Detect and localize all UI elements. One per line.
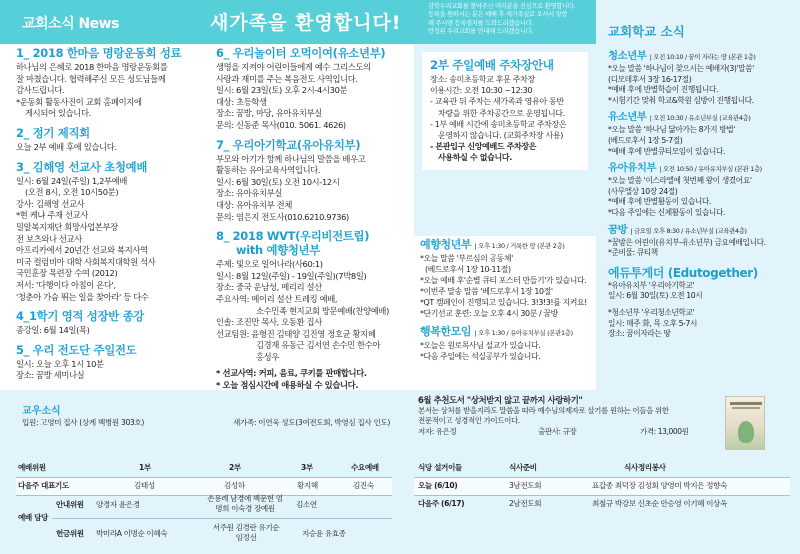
news-line: 문의: 염은지 전도사(010.6210.9736): [216, 211, 349, 222]
news-line: 대상: 유아유치부 전체: [216, 199, 293, 210]
book-title: 6월 추천도서 "상처받지 않고 끝까지 사랑하기": [418, 395, 583, 405]
news-item: [216, 138, 412, 224]
youth-line: *오늘 말씀 '부르심의 공동체': [420, 254, 513, 263]
news-line: 장소: 꿈방, 마당, 유아유치부실: [216, 108, 322, 119]
news-line: 미국 컬럼비아 대학 사회복지대학원 석사: [16, 256, 156, 267]
book-price: 가격: 13,000원: [640, 426, 689, 436]
edutogether-title: 에듀투게더 (Edutogether): [608, 265, 758, 280]
news-line: 활동하는 유아교육사역입니다.: [216, 165, 321, 176]
bottom-panel: [0, 390, 800, 554]
news-note: * 오늘 점심시간에 애용하실 수 있습니다.: [216, 380, 359, 391]
table-header: 식사준비: [509, 463, 537, 472]
book-cover-image: [725, 396, 765, 450]
news-line: 밀알복지재단 희망사업본부장: [16, 221, 118, 232]
school-item: [608, 224, 794, 259]
table-header: 식사정리봉사: [624, 463, 666, 472]
table-cell: 표갑종 최덕장 김성회 양영미 박지은 정향숙: [592, 481, 727, 490]
news-line: 장소: 유아유치부실: [216, 188, 283, 199]
table-cell: 3남전도회: [509, 481, 542, 490]
news-item: [16, 126, 206, 154]
edutogether-line: 일시: 6월 30일(토) 오전 10시: [608, 291, 703, 301]
book-author: 저자: 유은정: [418, 426, 457, 436]
book-meta: [418, 427, 728, 438]
table-row: [414, 477, 790, 495]
table-cell: 김성하: [224, 481, 245, 490]
intro-line: 해 주시면 등록절차를 도와드리겠습니다.: [428, 19, 534, 27]
welcome-title: 새가족을 환영합니다!: [210, 12, 402, 34]
table-header: 1부: [139, 463, 151, 472]
news-line: 장소: 꿈방 세미나실: [16, 370, 85, 381]
school-item-name: 청소년부: [608, 50, 647, 62]
middle-column: [420, 238, 596, 368]
parking-line: - 1부 예배 시간에 송미초등학교 주차장은: [430, 119, 567, 129]
news-line: 저서: '다행이다 아침이 온다',: [16, 279, 116, 290]
parking-line: 이용시간: 오전 10:30 ~12:30: [430, 86, 533, 96]
news-item-title: 7_ 우리아기학교(유아유치부): [216, 137, 361, 152]
school-item-name: 유아유치부: [608, 162, 657, 175]
school-item-title: [608, 162, 794, 176]
news-item: [16, 46, 206, 120]
news-line: 대상: 초등학생: [216, 96, 267, 107]
news-item: [216, 46, 412, 132]
news-note: * 선교사역: 커피, 음료, 쿠키를 판매합니다.: [216, 368, 367, 379]
news-line: 선교팀원: 윤형진 김태양 김진영 정호균 황지혜: [216, 328, 376, 339]
news-line: 주제: 빛으로 일어나라(사60:1): [216, 259, 323, 270]
edutogether-line: 장소: 꿈이자라는 땅: [608, 329, 671, 339]
news-item-title: 5_ 우리 전도단 주일전도: [16, 342, 137, 357]
table-cell: 황지혜: [297, 481, 318, 490]
news-item-title: 2_ 정기 제직회: [16, 125, 90, 140]
youth-line: *QT 캠페인이 진행되고 있습니다. 3!3!3!를 지켜요!: [420, 298, 587, 307]
news-item-title: 6_ 우리놀이터 오먹이여(유소년부): [216, 46, 386, 60]
school-item-meta: | 금요일 오후 8:30 / 유소년부실 (교육관4층): [630, 226, 747, 235]
news-line: 하나님의 은혜로 2018 한마음 명랑운동회를: [16, 62, 168, 72]
welcome-intro: [428, 3, 596, 37]
school-line: (디모데후서 3장 16-17절): [608, 74, 692, 84]
news-item-title: 4_1학기 영적 성장반 종강: [16, 309, 144, 324]
parking-line: 차량을 위한 주차공간으로 운영됩니다.: [438, 108, 565, 118]
table-row-label: 다음주 대표기도: [18, 481, 69, 490]
table-row-label: 안내위원: [56, 500, 84, 509]
table-divider: [52, 518, 392, 519]
meal-duty-table: [414, 459, 790, 554]
youth-title-text: 예향청년부: [420, 238, 472, 251]
news-line: 김경재 유동근 김서연 손수민 한수아: [256, 340, 381, 351]
youth-title: [420, 238, 596, 253]
youth-line: *이번주 말송 말씀 '베드로후서 1장 10절': [420, 287, 553, 296]
news-line: (오전 8시, 오전 10시50분): [25, 187, 119, 198]
news-line: 일시: 8월 12일(주일) - 19일(주일)(7박8일): [216, 270, 367, 281]
news-line: 주요사역: 메이리 설산 트레킹 예배,: [216, 293, 338, 304]
school-line: *예배 후에 반별학습이 진행됩니다.: [608, 85, 718, 95]
table-row: [16, 477, 392, 495]
news-line: 인솔: 조진만 목사, 오동환 집사: [216, 317, 322, 328]
school-line: *오늘 말씀 '하나님이 찾으시는 예배자(3)'말씀': [608, 64, 754, 73]
happy-title: [420, 325, 596, 340]
news-line: 홍성우: [256, 351, 279, 362]
member-news-newcomer: 새가족: 이연욱 성도(3여전도회, 박영심 집사 인도): [233, 418, 391, 427]
news-column-2: [216, 46, 412, 398]
news-line: 오늘 2부 예배 후에 있습니다.: [16, 141, 117, 152]
school-item: [608, 50, 794, 106]
news-line: 소수민족 현지교회 방문예배(찬양예배): [256, 305, 389, 316]
school-item-title: [608, 50, 794, 64]
school-line: *예배 후에 반별큐티모임이 있습니다.: [608, 146, 726, 156]
intro-line: 강북우리교회를 찾아주신 여러분을 진심으로 환영합니다.: [428, 3, 576, 10]
news-column-1: [16, 46, 206, 388]
happy-meta: | 오후 1:30 / 유아유치부실 (본관1층): [474, 329, 573, 337]
news-line: *현 케냐 주재 선교사: [16, 210, 88, 221]
table-cell: 지승윤 유효종: [302, 529, 346, 538]
youth-line: (베드로후서 1장 10-11절): [425, 265, 511, 274]
youth-line: *단기선교 훈련: 오늘 오후 4시 30분 / 꿈방: [420, 309, 558, 318]
book-desc-line: 전문적이고 성경적인 가이드이다.: [418, 416, 520, 426]
table-cell: 김소연: [296, 500, 317, 509]
school-news-panel: [596, 44, 800, 390]
recommended-book: [418, 390, 728, 438]
news-line: 일시: 6월 30일(토) 오전 10시-12시: [216, 176, 340, 187]
table-cell: 김진숙: [353, 481, 374, 490]
table-divider: [16, 495, 392, 496]
news-line: 국민훈장 목련장 수여 (2012): [16, 268, 118, 279]
school-line: *오늘 말씀 '이스라엘에 첫번째 왕이 생겼어요': [608, 176, 752, 186]
happy-line: *다음 주일에는 석실공부가 있습니다.: [420, 352, 541, 361]
parking-line: 장소: 송미초등학교 후문 주차장: [430, 75, 535, 84]
book-cover-leaf: [738, 421, 754, 443]
intro-line: 등록을 원하시는 분은 예배 후 새가족실로 오셔서 말씀: [428, 11, 568, 19]
youth-section: [420, 238, 596, 319]
school-line: *꿈밤은 어린이(유치부-유소년부) 금요예배입니다.: [608, 237, 766, 247]
school-line: *오늘 말씀 '하나님 닮아가는 8가지 방법': [608, 125, 735, 135]
school-item-meta: | 오전 10:10 / 꿈이 자라는 땅 (본관 1층): [649, 53, 756, 61]
worship-duty-table: [16, 459, 392, 554]
table-header: 2부: [229, 463, 241, 472]
table-row-label: 헌금위원: [56, 529, 84, 538]
news-line: 장소: 중국 운남성, 메리리 설산: [216, 282, 322, 293]
book-cover-subtitle-bar: [732, 407, 760, 409]
news-line: 종강일: 6월 14일(목): [16, 325, 90, 336]
edutogether-line: 일시: 매주 화, 목 오후 5-7시: [608, 318, 698, 328]
book-desc-line: 본서는 상처를 받을지라도 말씀을 따라 예수님의제자로 살기를 원하는 이들을 위한: [418, 405, 669, 415]
school-item: [608, 111, 794, 157]
school-item-name: 꿈방: [608, 223, 628, 236]
school-line: *시험기간 맞춰 학교&학원 심방이 진행됩니다.: [608, 95, 754, 105]
table-header-row: [414, 459, 790, 477]
youth-meta: | 오후 1:30 / 거룩한 땅 (본관 2층): [474, 242, 565, 250]
news-title: 교회소식 News: [22, 16, 119, 32]
news-line: *운동회 활동사진이 교회 홈페이지에: [16, 96, 142, 107]
news-item: [16, 160, 206, 304]
table-cell: 박미라A 이명순 이혜숙: [96, 529, 168, 538]
school-line: (베드로후서 1장 5-7절): [608, 135, 683, 145]
parking-notice: 사용하실 수 없습니다.: [438, 153, 512, 163]
table-row: [414, 495, 790, 513]
news-line: 아프리카에서 20년간 선교와 복지사역: [16, 245, 148, 256]
edutogether-line: *청소년부 '우리청소년학교': [608, 307, 695, 317]
news-line: 전 보츠와나 선교사: [16, 233, 82, 244]
news-item: [216, 229, 412, 392]
table-cell: 서주원 김경란 유기순 임정선: [212, 523, 280, 542]
news-item-subtitle: with 예향청년부: [236, 243, 320, 258]
parking-card: [422, 52, 588, 170]
news-line: 게시되어 있습니다.: [25, 108, 91, 119]
school-item-meta: | 오전 10:50 / 유아유치부실 (본관 1층): [659, 165, 762, 174]
news-line: 사랑과 재미를 주는 복음전도 사역입니다.: [216, 73, 358, 84]
news-item: [16, 309, 206, 337]
intro-line: 안정된 우리교회를 안내해 드리겠습니다.: [428, 28, 534, 36]
news-line: 문의: 신동준 목사(010. 5061. 4626): [216, 119, 346, 130]
school-item-title: [608, 111, 794, 125]
news-item-title: 1_ 2018 한마음 명랑운동회 성료: [16, 46, 182, 60]
table-cell: 손용례 남경애 백문현 엄명희 이숙경 장예원: [207, 494, 283, 513]
youth-line: *오늘 예배 후'순별 큐티 포스터 만들기'가 있습니다.: [420, 276, 587, 285]
parking-notice: - 본관입구 신앙예배드 주차장은: [430, 142, 537, 152]
member-news-hospital: 입원: 고영미 집사 (상계 백병원 303호): [22, 418, 145, 427]
school-news-list: [608, 50, 794, 340]
parking-title: 2부 주일예배 주차장안내: [430, 58, 554, 72]
table-header: 3부: [301, 463, 313, 472]
table-cell: 2남전도회: [509, 499, 542, 508]
book-cover-title-bar: [730, 402, 762, 405]
table-cell: 최철규 박강보 신초순 안승영 이기혜 이상옥: [592, 499, 727, 508]
school-news-title: 교회학교 소식: [608, 24, 685, 39]
news-line: '청춘아 가슴 뛰는 일을 찾아라' 등 다수: [16, 291, 149, 302]
table-cell: 양경자 윤은경: [96, 500, 140, 509]
table-row-label: 오늘 (6/10): [418, 481, 458, 490]
table-header: 수요예배: [351, 463, 379, 472]
happy-title-text: 행복한모임: [420, 325, 472, 338]
happy-line: *오늘은 원로목사님 설교가 있습니다.: [420, 341, 541, 350]
edutogether-line: *유아유치부 '우리아기학교': [608, 280, 695, 290]
news-item: [16, 343, 206, 382]
news-line: 일시: 6월 24일(주일) 1,2부예배: [16, 175, 127, 186]
happy-section: [420, 325, 596, 362]
school-news-header: [596, 0, 800, 44]
parking-line: 운영하지 않습니다. (교회주차장 사용): [438, 131, 563, 141]
news-item-title: 8_ 2018 WVT(우리비전트립): [216, 229, 370, 244]
member-news-title: 교우소식: [22, 406, 61, 417]
news-line: 부모와 아기가 함께 하나님의 말씀을 배우고: [216, 153, 366, 164]
news-line: 생명을 지켜야 어린이들에게 예수 그리스도의: [216, 62, 371, 72]
news-item-title: 3_ 김해영 선교사 초청예배: [16, 159, 148, 174]
table-row-label: 다음주 (6/17): [418, 499, 465, 508]
school-item-name: 유소년부: [608, 111, 647, 124]
news-line: 일시: 6월 23일(토) 오후 2시-4시30분: [216, 85, 348, 96]
table-header: 예배위원: [18, 463, 46, 472]
parking-line: - 교육관 뒤 주차는 새가족과 영유아 동반: [430, 97, 564, 107]
school-line: *예배 후에 반별활동이 있습니다.: [608, 197, 711, 207]
school-item-title: [608, 224, 794, 238]
school-line: (사무엘상 10장 24절): [608, 186, 678, 196]
news-line: 감사드립니다.: [16, 85, 65, 96]
book-publisher: 출판사: 규장: [538, 426, 577, 436]
table-header: 식당 설거이들: [418, 463, 462, 472]
news-line: 잘 마쳤습니다. 협력해주신 모든 성도님들께: [16, 73, 166, 84]
news-line: 일시: 오늘 오후 1시 10분: [16, 358, 104, 369]
table-header-row: [16, 459, 392, 477]
school-item-meta: | 오전 10:30 / 유소년부실 (교육관4층): [649, 114, 751, 123]
school-item: [608, 162, 794, 218]
table-side-label: 예배 담당: [18, 513, 48, 522]
parking-box: [414, 44, 596, 236]
school-line: *준비물: 큐티책: [608, 248, 658, 258]
table-cell: 김태성: [134, 481, 155, 490]
school-line: *다음 주일에는 신체활동이 있습니다.: [608, 207, 726, 217]
news-line: 강사: 김해영 선교사: [16, 198, 85, 209]
